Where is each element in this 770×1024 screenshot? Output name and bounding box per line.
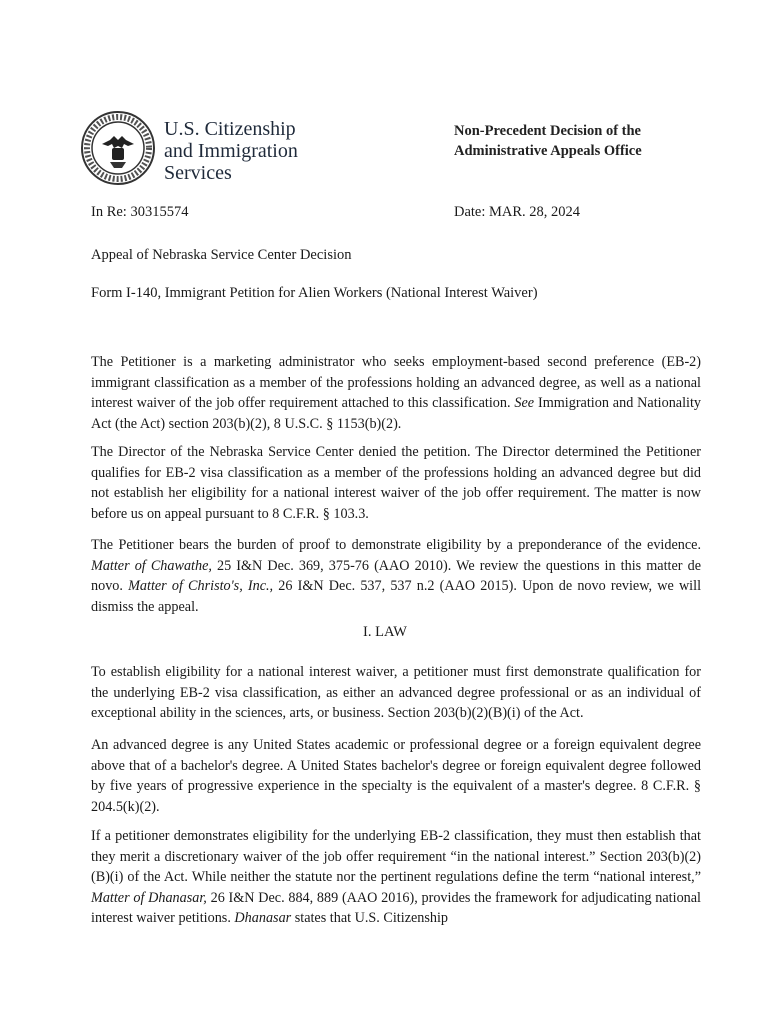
paragraph-director-decision: The Director of the Nebraska Service Center denied the petition. The Director determined the Petitioner qualifies for EB-2 visa classification as a member of the professions holding an advanced degree but did not establish her eligibility for a national interest waiver of the job offer requirement. The matter is now before us on appeal pursuant to 8 C.F.R. § 103.3. (91, 444, 701, 522)
paragraph-text: 25 I&N Dec. 369, 375-76 (AAO 2010). We review the questions in this matter de novo. (91, 557, 701, 594)
case-citation: Matter of Chawathe, (91, 557, 212, 574)
case-citation: Matter of Christo's, Inc., (128, 578, 274, 594)
decision-type (454, 121, 642, 161)
decision-line-2: Administrative Appeals Office (454, 143, 642, 159)
paragraph-advanced-degree: An advanced degree is any United States academic or professional degree or a foreign equivalent degree above that of a bachelor's degree. A United States bachelor's degree or foreign equivalent degree followed by five years of progressive experience in the specialty is the equivalent of a master's degree. 8 C.F.R. § 204.5(k)(2). (91, 737, 701, 815)
agency-line-2: and Immigration (164, 140, 298, 162)
paragraph-text: The Petitioner bears the burden of proof to demonstrate eligibility by a preponderance of the evidence. (91, 537, 701, 553)
agency-line-1: U.S. Citizenship (164, 118, 296, 140)
paragraph-burden-of-proof (91, 535, 701, 617)
decision-line-1: Non-Precedent Decision of the (454, 123, 641, 139)
agency-line-3: Services (164, 162, 232, 184)
paragraph-text: 26 I&N Dec. 537, 537 n.2 (AAO 2015). Upon de novo review, we will dismiss the appeal. (91, 578, 702, 615)
decision-date: Date: MAR. 28, 2024 (454, 204, 581, 220)
paragraph-intro (91, 352, 701, 434)
appeal-of: Appeal of Nebraska Service Center Decision (91, 247, 352, 263)
paragraph-text: states that U.S. Citizenship (294, 910, 449, 926)
citation-signal: See (514, 395, 535, 411)
paragraph-eligibility: To establish eligibility for a national interest waiver, a petitioner must first demonstrate qualification for the underlying EB-2 visa classification, as either an advanced degree professional or as an individual of exceptional ability in the sciences, arts, or business. Section 203(b)(2)(B)(i) of the Act. (91, 664, 701, 721)
dhs-seal-icon (80, 110, 156, 186)
paragraph-text: If a petitioner demonstrates eligibility for the underlying EB-2 classification, they must then establish that they merit a discretionary waiver of the job offer requirement “in the national interest.” Section 203(b)(2)(B)(i) of the Act. While neither the statute nor the pertinent regulations define the term “national interest,” (91, 828, 701, 885)
paragraph-text: The Petitioner is a marketing administrator who seeks employment-based second preference (EB-2) immigrant classification as a member of the professions holding an advanced degree, as well as a national interest waiver of the job offer requirement attached to this classification. (91, 354, 701, 411)
paragraph-text: Immigration and Nationality Act (the Act) section 203(b)(2), 8 U.S.C. § 1153(b)(2). (91, 395, 702, 432)
section-heading-law: I. LAW (363, 624, 407, 640)
agency-name (164, 118, 298, 184)
case-citation: Dhanasar (234, 910, 292, 926)
case-citation: Matter of Dhanasar, (91, 889, 207, 906)
paragraph-national-interest (91, 826, 701, 929)
form-title: Form I-140, Immigrant Petition for Alien Workers (National Interest Waiver) (91, 285, 538, 301)
paragraph-text: 26 I&N Dec. 884, 889 (AAO 2016), provides the framework for adjudicating national interest waiver petitions. (91, 889, 701, 926)
in-re-receipt-number: In Re: 30315574 (91, 204, 189, 220)
